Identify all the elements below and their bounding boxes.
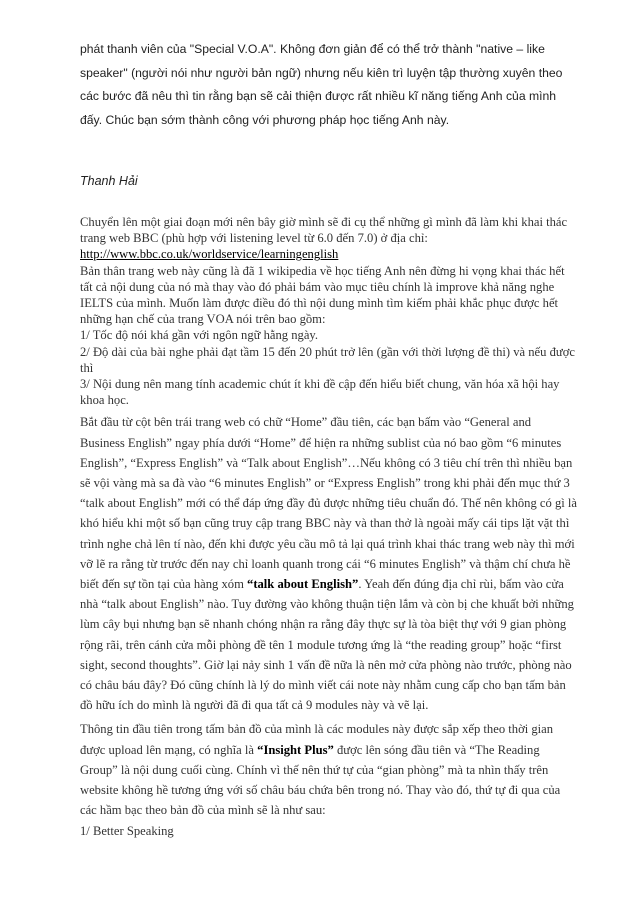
author-name: Thanh Hải bbox=[80, 174, 138, 188]
website-description-paragraph: Bản thân trang web này cũng là đã 1 wikipedia về học tiếng Anh nên đừng hi vọng khai thác hết tất cả nội dung của nó mà thay vào đó phải bám vào mục tiêu chính là improve khả năng nghe IELTS của mình. Muốn làm được điều đó thì nội dung mình tìm kiếm phải khắc phục được hết những hạn chế của trang VOA nói trên bao gồm: bbox=[80, 263, 565, 327]
talk-about-english-bold: “talk about English” bbox=[247, 577, 359, 592]
criteria-item-2: 2/ Độ dài của bài nghe phải đạt tầm 15 đến 20 phút trở lên (gần với thời lượng đề thi) và nếu được thì bbox=[80, 344, 575, 375]
map-text-part-1: Thông tin đầu tiên trong tấm bản đồ của mình là các modules này được sắp xếp theo thời gian được upload lên mạng, có nghĩa là bbox=[80, 722, 554, 757]
navigation-text-part-2: . Yeah đến đúng địa chỉ rùi, bấm vào cửa nhà “talk about English” nào. Tuy đường vào không thuận tiện lắm và còn bị che khuất bởi những lùm cây bụi nhưng bạn sẽ nhanh chóng nhận ra rằng đây thực sự là tòa biệt thự với 9 gian phòng rộng rãi, trên cánh cửa mỗi phòng đề tên 1 module tương ứng là “the reading group” hoặc “first sight, second thoughts”. Giờ lại nảy sinh 1 vấn đề nữa là nên mở cửa phòng nào trước, phòng nào có châu báu đây? Đó cũng chính là lý do mình viết cái note này nhằm cung cấp cho bạn tấm bản đồ hữu ích do mình là người đã đi qua tất cả 9 modules này và vẽ lại. bbox=[80, 577, 574, 713]
bbc-intro-paragraph bbox=[80, 214, 578, 263]
criteria-item-3: 3/ Nội dung nên mang tính academic chút ít khi đề cập đến hiểu biết chung, văn hóa xã hội hay khoa học. bbox=[80, 377, 560, 408]
module-list-item-1: 1/ Better Speaking bbox=[80, 823, 174, 838]
bbc-intro-text: Chuyển lên một giai đoạn mới nên bây giờ mình sẽ đi cụ thể những gì mình đã làm khi khai thác trang web BBC (phù hợp với listening level từ 6.0 đến 7.0) ở địa chỉ: bbox=[80, 215, 568, 246]
bbc-learningenglish-link[interactable]: http://www.bbc.co.uk/worldservice/learningenglish bbox=[80, 247, 339, 262]
navigation-text-part-1: Bắt đầu từ cột bên trái trang web có chữ “Home” đầu tiên, các bạn bấm vào “General and Business English” ngay phía dưới “Home” để hiện ra những sublist của nó bao gồm “6 minutes English”, “Express English” và “Talk about English”…Nếu không có 3 tiêu chí trên thì nhiều bạn sẽ vội vàng mà sa đà vào “6 minutes English” or “Express English” trong khi phải đến mục thứ 3 “talk about English” mới có thể đáp ứng đầy đủ được những tiêu chuẩn đó. Thế nên không có gì là khó hiểu khi một số bạn cũng truy cập trang BBC này và than thở là ngoài mấy cái tips lặt vặt thì trình nghe chả lên tí nào, đến khi được yêu cầu mô tả lại quá trình khai thác trang web này thì mới vỡ lẽ ra rằng từ trước đến nay chỉ loanh quanh trong cái “6 minutes English” và thậm chí chưa hề biết đến sự tồn tại của hàng xóm bbox=[80, 415, 577, 592]
intro-paragraph: phát thanh viên của "Special V.O.A". Không đơn giản để có thể trở thành "native – like speaker" (người nói như người bản ngữ) nhưng nếu kiên trì luyện tập thường xuyên theo các bước đã nêu thì tin rằng bạn sẽ cải thiện được rất nhiều kĩ năng tiếng Anh của mình đấy. Chúc bạn sớm thành công với phương pháp học tiếng Anh này. bbox=[80, 42, 563, 127]
insight-plus-bold: “Insight Plus” bbox=[257, 742, 334, 757]
criteria-item-1: 1/ Tốc độ nói khá gần với ngôn ngữ hằng ngày. bbox=[80, 328, 319, 343]
navigation-paragraph bbox=[80, 412, 578, 715]
map-text bbox=[80, 719, 578, 820]
section-intro-bbc bbox=[80, 214, 578, 408]
map-text-part-2: được lên sóng đầu tiên và “The Reading Group” là nội dung cuối cùng. Chính vì thế nên thứ tự của “gian phòng” mà ta nhìn thấy trên website không hề tương ứng với số châu báu chứa bên trong nó. Thay vào đó, thứ tự đi qua của các hầm bạc theo bản đồ của mình sẽ là như sau: bbox=[80, 742, 561, 818]
map-paragraph bbox=[80, 719, 578, 840]
